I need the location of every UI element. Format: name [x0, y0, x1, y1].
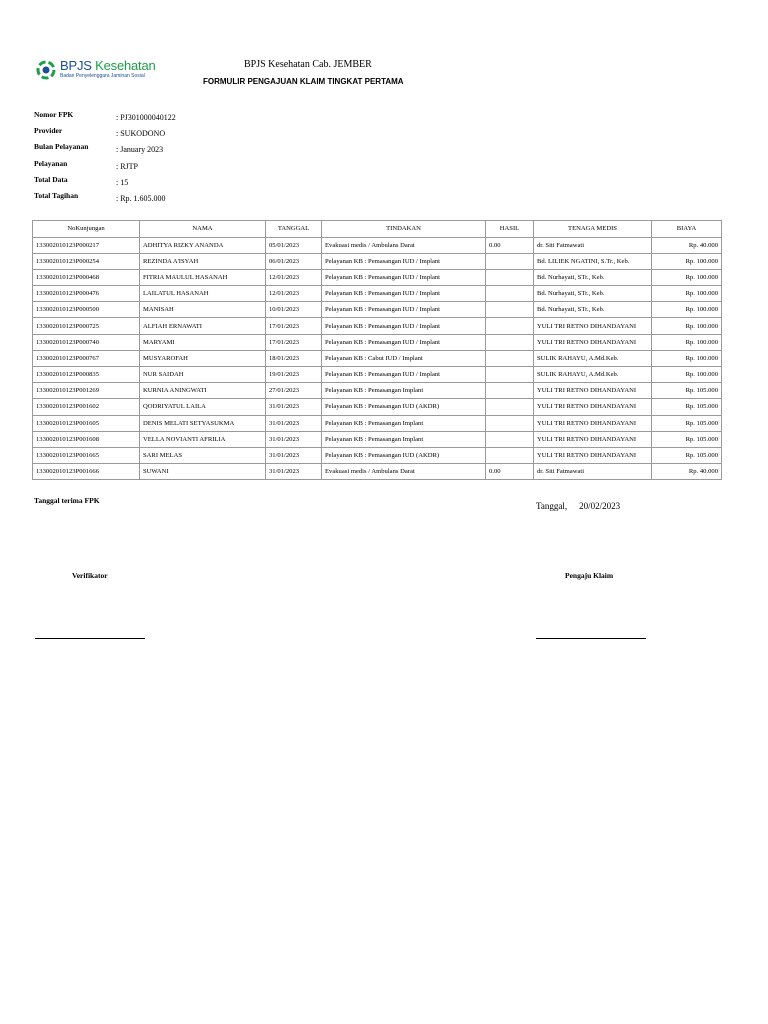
visit-number-cell: 133002010123P001602 [33, 399, 140, 415]
result-cell [486, 269, 534, 285]
name-cell: DENIS MELATI SETYASUKMA [140, 415, 266, 431]
verifier-signature-line [35, 638, 145, 639]
bpjs-emblem-icon [36, 60, 56, 80]
result-cell [486, 318, 534, 334]
table-row [33, 334, 722, 350]
info-value: : PJ301000040122 [116, 113, 176, 122]
visit-number-cell: 133002010123P001269 [33, 383, 140, 399]
date-cell: 31/01/2023 [266, 431, 322, 447]
action-cell: Pelayanan KB : Pemasangan IUD / Implant [322, 318, 486, 334]
date-cell: 12/01/2023 [266, 269, 322, 285]
info-label: Total Tagihan [34, 190, 79, 200]
medical-staff-cell: Bd. Nurhayati, STr., Keb. [534, 286, 652, 302]
table-row [33, 464, 722, 480]
name-cell: MANISAH [140, 302, 266, 318]
name-cell: FITRIA MAULUL HASANAH [140, 269, 266, 285]
date-cell: 17/01/2023 [266, 334, 322, 350]
date-cell: 12/01/2023 [266, 286, 322, 302]
name-cell: NUR SAIDAH [140, 367, 266, 383]
cost-cell: Rp. 100.000 [652, 318, 722, 334]
visit-number-cell: 133002010123P000725 [33, 318, 140, 334]
action-cell: Pelayanan KB : Pemasangan IUD / Implant [322, 334, 486, 350]
result-cell: 0.00 [486, 237, 534, 253]
info-value: : Rp. 1.605.000 [116, 193, 166, 203]
date-cell: 31/01/2023 [266, 464, 322, 480]
action-cell: Pelayanan KB : Cabut IUD / Implant [322, 350, 486, 366]
cost-cell: Rp. 100.000 [652, 286, 722, 302]
result-cell [486, 367, 534, 383]
result-cell [486, 447, 534, 463]
visit-number-cell: 133002010123P000254 [33, 253, 140, 269]
logo-wordmark: BPJS Kesehatan [60, 58, 156, 73]
claims-table [32, 220, 722, 480]
medical-staff-cell: Bd. Nurhayati, STr., Keb. [534, 302, 652, 318]
cost-cell: Rp. 40.000 [652, 464, 722, 480]
cost-cell: Rp. 40.000 [652, 237, 722, 253]
cost-cell: Rp. 105.000 [652, 399, 722, 415]
action-cell: Pelayanan KB : Pemasangan IUD (AKDR) [322, 447, 486, 463]
date-cell: 05/01/2023 [266, 237, 322, 253]
table-row [33, 447, 722, 463]
visit-number-cell: 133002010123P001666 [33, 464, 140, 480]
result-cell [486, 286, 534, 302]
medical-staff-cell: dr. Siti Fatmawati [534, 237, 652, 253]
info-value: : January 2023 [116, 145, 164, 155]
action-cell: Pelayanan KB : Pemasangan IUD / Implant [322, 286, 486, 302]
visit-number-cell: 133002010123P001608 [33, 431, 140, 447]
column-header: NAMA [140, 221, 266, 238]
name-cell: SUWANI [140, 464, 266, 480]
action-cell: Pelayanan KB : Pemasangan IUD / Implant [322, 302, 486, 318]
info-label: Pelayanan [34, 158, 68, 168]
action-cell: Pelayanan KB : Pemasangan Implant [322, 383, 486, 399]
medical-staff-cell: YULI TRI RETNO DIHANDAYANI [534, 383, 652, 399]
visit-number-cell: 133002010123P000740 [33, 334, 140, 350]
table-row [33, 350, 722, 366]
medical-staff-cell: Bd. LILIEK NGATINI, S.Tr., Keb. [534, 253, 652, 269]
column-header: NoKunjungan [33, 221, 140, 238]
table-row [33, 399, 722, 415]
date-cell: 31/01/2023 [266, 447, 322, 463]
result-cell [486, 253, 534, 269]
name-cell: ALFIAH ERNAWATI [140, 318, 266, 334]
bpjs-logo [36, 58, 156, 82]
medical-staff-cell: SULIK RAHAYU, A.Md.Keb. [534, 367, 652, 383]
logo-tagline: Badan Penyelenggara Jaminan Sosial [60, 73, 145, 79]
action-cell: Evakuasi medis / Ambulans Darat [322, 464, 486, 480]
received-date-label: Tanggal terima FPK [34, 496, 100, 505]
cost-cell: Rp. 105.000 [652, 431, 722, 447]
table-row [33, 237, 722, 253]
medical-staff-cell: YULI TRI RETNO DIHANDAYANI [534, 399, 652, 415]
medical-staff-cell: dr. Siti Fatmawati [534, 464, 652, 480]
medical-staff-cell: Bd. Nurhayati, STr., Keb. [534, 269, 652, 285]
table-row [33, 269, 722, 285]
info-label: Provider [34, 126, 63, 136]
name-cell: MARYAMI [140, 334, 266, 350]
action-cell: Pelayanan KB : Pemasangan IUD (AKDR) [322, 399, 486, 415]
result-cell [486, 350, 534, 366]
medical-staff-cell: YULI TRI RETNO DIHANDAYANI [534, 334, 652, 350]
date-cell: 10/01/2023 [266, 302, 322, 318]
info-label: Nomor FPK [34, 110, 74, 119]
table-row [33, 415, 722, 431]
cost-cell: Rp. 100.000 [652, 350, 722, 366]
column-header: HASIL [486, 221, 534, 238]
table-row [33, 431, 722, 447]
visit-number-cell: 133002010123P000468 [33, 269, 140, 285]
column-header: TENAGA MEDIS [534, 221, 652, 238]
table-row [33, 286, 722, 302]
result-cell [486, 399, 534, 415]
claimant-signature-line [536, 638, 646, 639]
cost-cell: Rp. 100.000 [652, 269, 722, 285]
medical-staff-cell: YULI TRI RETNO DIHANDAYANI [534, 431, 652, 447]
visit-number-cell: 133002010123P000500 [33, 302, 140, 318]
medical-staff-cell: YULI TRI RETNO DIHANDAYANI [534, 447, 652, 463]
name-cell: REZINDA A'ISYAH [140, 253, 266, 269]
result-cell: 0.00 [486, 464, 534, 480]
date-cell: 17/01/2023 [266, 318, 322, 334]
name-cell: VELLA NOVIANTI AFRILIA [140, 431, 266, 447]
name-cell: LAILATUL HASANAH [140, 286, 266, 302]
action-cell: Pelayanan KB : Pemasangan Implant [322, 431, 486, 447]
medical-staff-cell: SULIK RAHAYU, A.Md.Keb. [534, 350, 652, 366]
date-value: 20/02/2023 [579, 501, 621, 511]
date-cell: 31/01/2023 [266, 399, 322, 415]
result-cell [486, 334, 534, 350]
action-cell: Pelayanan KB : Pemasangan IUD / Implant [322, 367, 486, 383]
name-cell: MUSYAROFAH [140, 350, 266, 366]
table-row [33, 318, 722, 334]
action-cell: Pelayanan KB : Pemasangan IUD / Implant [322, 253, 486, 269]
verifier-label: Verifikator [72, 571, 108, 580]
cost-cell: Rp. 105.000 [652, 447, 722, 463]
date-cell: 19/01/2023 [266, 367, 322, 383]
table-row [33, 383, 722, 399]
result-cell [486, 415, 534, 431]
cost-cell: Rp. 100.000 [652, 334, 722, 350]
info-value: : RJTP [116, 161, 139, 171]
cost-cell: Rp. 105.000 [652, 415, 722, 431]
name-cell: SARI MELAS [140, 447, 266, 463]
column-header: TINDAKAN [322, 221, 486, 238]
visit-number-cell: 133002010123P000767 [33, 350, 140, 366]
date-cell: 06/01/2023 [266, 253, 322, 269]
column-header: BIAYA [652, 221, 722, 238]
cost-cell: Rp. 100.000 [652, 367, 722, 383]
table-row [33, 302, 722, 318]
branch-title: BPJS Kesehatan Cab. JEMBER [244, 59, 372, 70]
info-label: Bulan Pelayanan [34, 142, 89, 152]
medical-staff-cell: YULI TRI RETNO DIHANDAYANI [534, 415, 652, 431]
action-cell: Pelayanan KB : Pemasangan Implant [322, 415, 486, 431]
form-title: FORMULIR PENGAJUAN KLAIM TINGKAT PERTAMA [203, 77, 404, 86]
name-cell: QODRIYATUL LAILA [140, 399, 266, 415]
signature-date [536, 501, 620, 511]
info-label: Total Data [34, 174, 68, 184]
claimant-label: Pengaju Klaim [565, 571, 614, 580]
cost-cell: Rp. 105.000 [652, 383, 722, 399]
table-header-row [33, 221, 722, 238]
result-cell [486, 302, 534, 318]
date-cell: 18/01/2023 [266, 350, 322, 366]
result-cell [486, 383, 534, 399]
claims-table-body [33, 237, 722, 480]
name-cell: ADHITYA RIZKY ANANDA [140, 237, 266, 253]
date-cell: 27/01/2023 [266, 383, 322, 399]
cost-cell: Rp. 100.000 [652, 302, 722, 318]
action-cell: Pelayanan KB : Pemasangan IUD / Implant [322, 269, 486, 285]
date-cell: 31/01/2023 [266, 415, 322, 431]
table-row [33, 367, 722, 383]
visit-number-cell: 133002010123P001605 [33, 415, 140, 431]
column-header: TANGGAL [266, 221, 322, 238]
visit-number-cell: 133002010123P000476 [33, 286, 140, 302]
info-value: : 15 [116, 177, 129, 187]
result-cell [486, 431, 534, 447]
medical-staff-cell: YULI TRI RETNO DIHANDAYANI [534, 318, 652, 334]
name-cell: KURNIA ANINGWATI [140, 383, 266, 399]
cost-cell: Rp. 100.000 [652, 253, 722, 269]
visit-number-cell: 133002010123P000217 [33, 237, 140, 253]
table-row [33, 253, 722, 269]
date-label: Tanggal, [536, 501, 568, 511]
action-cell: Evakuasi medis / Ambulans Darat [322, 237, 486, 253]
visit-number-cell: 133002010123P000835 [33, 367, 140, 383]
info-value: : SUKODONO [116, 129, 166, 139]
visit-number-cell: 133002010123P001665 [33, 447, 140, 463]
